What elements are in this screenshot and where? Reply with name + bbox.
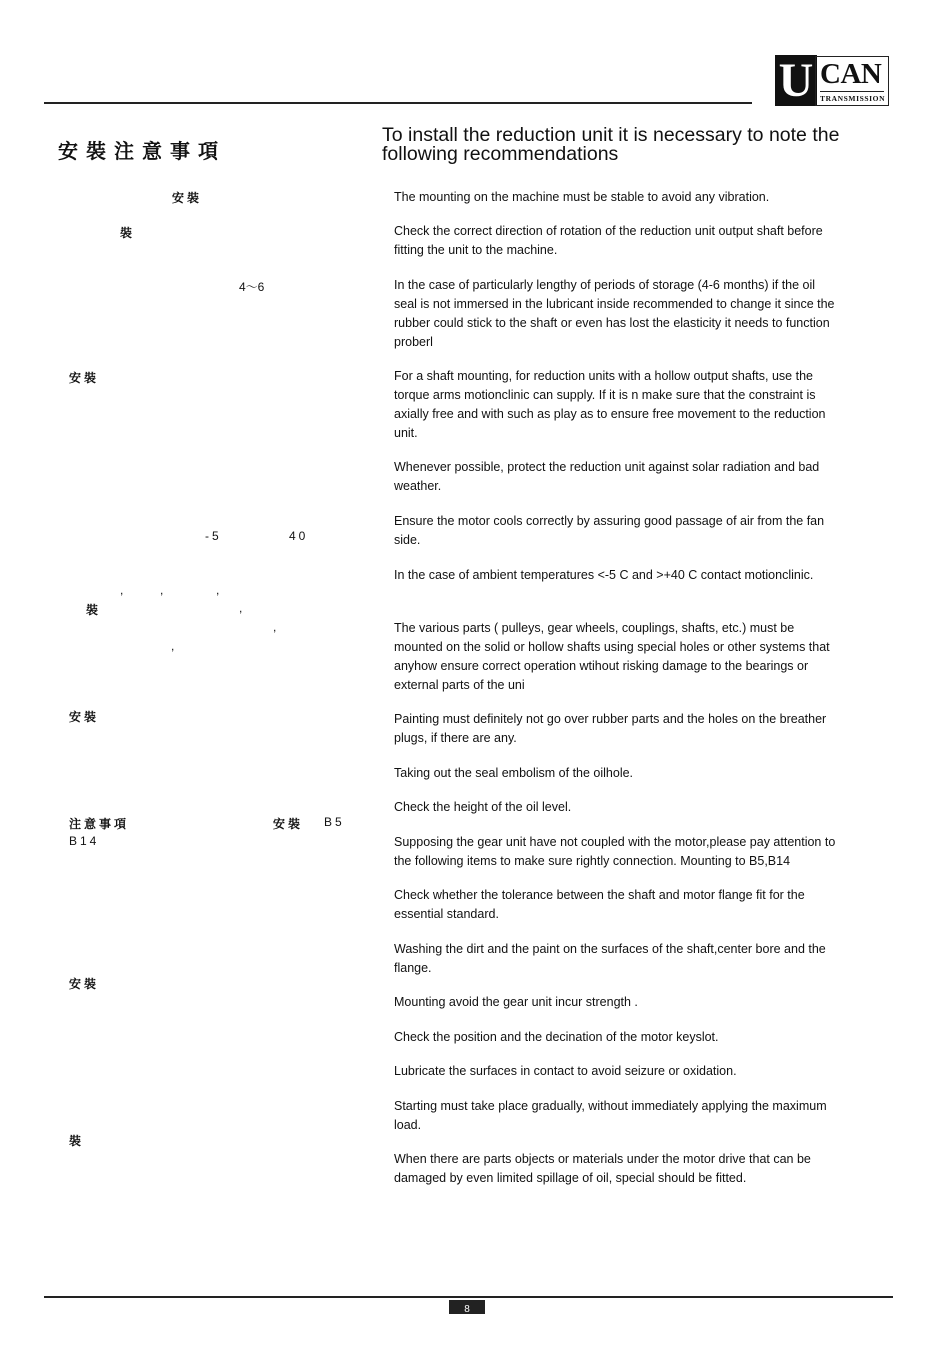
paragraph: Check whether the tolerance between the shaft and motor flange fit for the essential standard. xyxy=(394,888,805,921)
cn-fragment: 安裝 xyxy=(69,710,100,724)
paragraph: Check the height of the oil level. xyxy=(394,800,572,814)
english-heading: To install the reduction unit it is necessary to note the following recommendations xyxy=(382,124,840,165)
paragraph: Whenever possible, protect the reduction unit against solar radiation and bad weather. xyxy=(394,460,820,493)
cn-fragment: 注意事項 xyxy=(69,817,130,831)
paragraph: In the case of particularly lengthy of periods of storage (4-6 months) if the oil seal is not immersed in the lubricant inside recommended to change it since the rubber could stick to the shaft or even has lost the elasticity it needs to function proberl xyxy=(394,278,835,349)
cn-fragment: 裝 xyxy=(69,1134,85,1148)
paragraph: In the case of ambient temperatures <-5 C and >+40 C contact motionclinic. xyxy=(394,568,814,582)
paragraph: The mounting on the machine must be stable to avoid any vibration. xyxy=(394,190,770,204)
paragraph: The various parts ( pulleys, gear wheels, couplings, shafts, etc.) must be mounted on the solid or hollow shafts using special holes or other systems that anyhow ensure correct operation wtihout risking damage to the bearings or external parts of the uni xyxy=(394,621,830,692)
logo-divider xyxy=(820,91,884,92)
paragraph: Taking out the seal embolism of the oilhole. xyxy=(394,766,634,780)
logo-frame xyxy=(815,56,889,106)
cn-fragment: , xyxy=(160,583,164,597)
paragraph: Mounting avoid the gear unit incur strength . xyxy=(394,995,638,1009)
cn-fragment: 裝 xyxy=(120,226,136,240)
page-number: 8 xyxy=(449,1300,485,1314)
cn-fragment: B5 xyxy=(324,815,345,829)
cn-fragment: -5 xyxy=(205,529,222,543)
chinese-heading: 安裝注意事項 xyxy=(58,141,226,163)
cn-fragment: 4～6 xyxy=(239,280,265,294)
cn-fragment: , xyxy=(273,620,277,634)
paragraph: Check the position and the decination of the motor keyslot. xyxy=(394,1030,719,1044)
paragraph: Washing the dirt and the paint on the surfaces of the shaft,center bore and the flange. xyxy=(394,942,826,975)
logo-word: CAN xyxy=(820,58,882,90)
paragraph: Supposing the gear unit have not coupled with the motor,please pay attention to the following items to make sure rightly connection. Mounting to B5,B14 xyxy=(394,835,836,868)
logo-letter: U xyxy=(775,55,817,106)
paragraph: Check the correct direction of rotation of the reduction unit output shaft before fitting the unit to the machine. xyxy=(394,224,823,257)
cn-fragment: , xyxy=(216,583,220,597)
cn-fragment: 安裝 xyxy=(273,817,304,831)
cn-fragment: 裝 xyxy=(86,603,102,617)
paragraph: For a shaft mounting, for reduction units with a hollow output shafts, use the torque arms motionclinic can supply. If it is n make sure that the constraint is axially free and with such as play as to ensure free movement to the reduction unit. xyxy=(394,369,826,440)
cn-fragment: 安裝 xyxy=(172,191,203,205)
paragraph: Painting must definitely not go over rubber parts and the holes on the breather plugs, if there are any. xyxy=(394,712,827,745)
paragraph: When there are parts objects or materials under the motor drive that can be damaged by even limited spillage of oil, special should be fitted. xyxy=(394,1152,811,1185)
paragraph: Starting must take place gradually, without immediately applying the maximum load. xyxy=(394,1099,827,1132)
cn-fragment: , xyxy=(120,583,124,597)
cn-fragment: , xyxy=(171,639,175,653)
logo-subtitle: TRANSMISSION xyxy=(820,94,886,103)
ucan-logo xyxy=(775,55,888,106)
paragraph: Ensure the motor cools correctly by assuring good passage of air from the fan side. xyxy=(394,514,825,547)
cn-fragment: , xyxy=(239,601,243,615)
cn-fragment: B14 xyxy=(69,834,100,848)
paragraph: Lubricate the surfaces in contact to avoid seizure or oxidation. xyxy=(394,1064,737,1078)
cn-fragment: 安裝 xyxy=(69,371,100,385)
footer-rule xyxy=(44,1296,893,1298)
cn-fragment: 40 xyxy=(289,529,309,543)
cn-fragment: 安裝 xyxy=(69,977,100,991)
header-rule xyxy=(44,102,752,104)
